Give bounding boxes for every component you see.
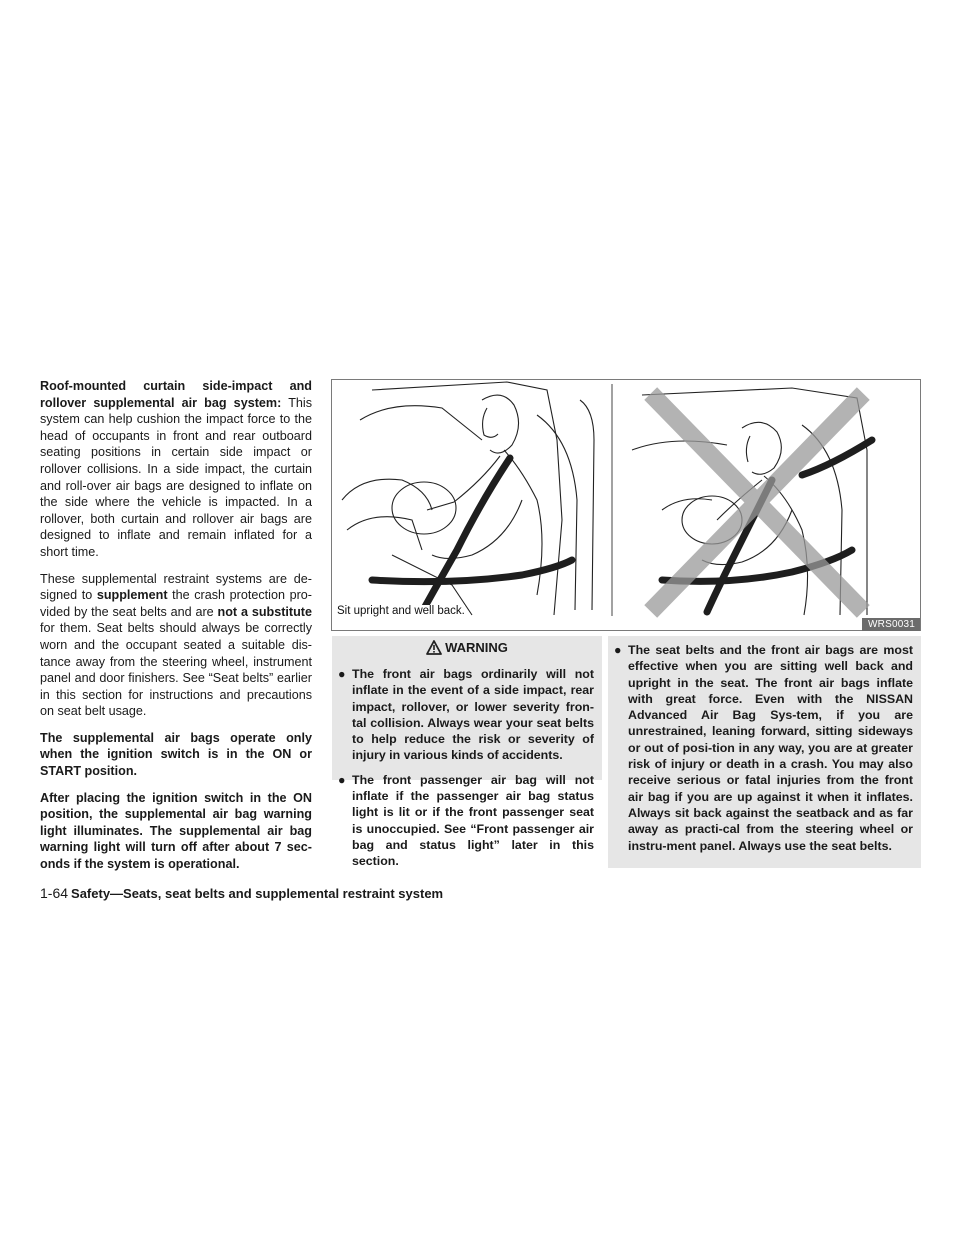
warning-box-left [332, 660, 602, 869]
bullet-icon: ● [614, 643, 622, 657]
warning-item: ● The front air bags ordinarily will not inflate in the event of a side impact, rear impact, rollover, or lower severity fron-tal collision. Always wear your seat belts to help reduce the risk or severity of injury in various kinds of accidents. [338, 667, 594, 763]
bullet-icon: ● [338, 667, 346, 681]
paragraph-curtain-airbag: Roof-mounted curtain side-impact and rollover supplemental air bag system: This system can help cushion the impact force to the head of occupants in front and rear outboard seating positions in certain side impact or rollover collisions. In a side impact, the curtain and roll-over air bags are designed to inflate on the side where the vehicle is impacted. In a rollover, both curtain and rollover air bags are designed to inflate and remain inflated for a short time. [40, 379, 312, 559]
paragraph-lead: Roof-mounted curtain side-impact and rollover supplemental air bag system: [40, 379, 312, 410]
warning-title: WARNING [445, 640, 508, 655]
paragraph-warning-light: After placing the ignition switch in the ON position, the supplemental air bag warning light illuminates. The supplemental air bag warning light will turn off after about 7 sec-onds if the system is operational. [40, 790, 312, 872]
seating-illustration [331, 379, 921, 631]
bullet-icon: ● [338, 772, 346, 787]
body-text-column [40, 378, 312, 883]
warning-item: ● The front passenger air bag will not inflate if the passenger air bag status light is lit or if the front passenger seat is unoccupied. See “Front passenger air bag and status light” later in this section. [338, 772, 594, 869]
paragraph-ignition: The supplemental air bags operate only when the ignition switch is in the ON or START position. [40, 730, 312, 779]
figure-code: WRS0031 [862, 618, 920, 631]
warning-item: ● The seat belts and the front air bags are most effective when you are sitting well back and upright in the seat. The front air bags inflate with great force. Even with the NISSAN Advanced Air Bag Sys-tem, if you are unrestrained, leaning forward, sitting sideways or out of posi-tion in any way, you are at greater risk of injury or death in a crash. You may also receive serious or fatal injuries from the front air bag if you are up against it when it inflates. Always sit back against the seatback and as far away as practi-cal from the steering wheel or instru-ment panel. Always use the seat belts. [614, 643, 913, 853]
page-footer [40, 885, 443, 901]
page-number: 1-64 [40, 885, 69, 901]
paragraph-supplement: These supplemental restraint systems are de-signed to supplement the crash protection pro-vided by the seat belts and are not a substitute for them. Seat belts should always be correctly worn and the occupant seated a suitable dis-tance away from the steering wheel, instrument panel and door finishers. See “Seat belts” earlier in this section for instructions and precautions on seat belt usage. [40, 571, 312, 719]
figure-caption: Sit upright and well back. [337, 605, 465, 617]
section-title: Safety—Seats, seat belts and supplemental restraint system [71, 886, 444, 901]
seating-drawing [332, 380, 920, 630]
warning-box-right [608, 636, 921, 868]
warning-header [332, 636, 602, 660]
